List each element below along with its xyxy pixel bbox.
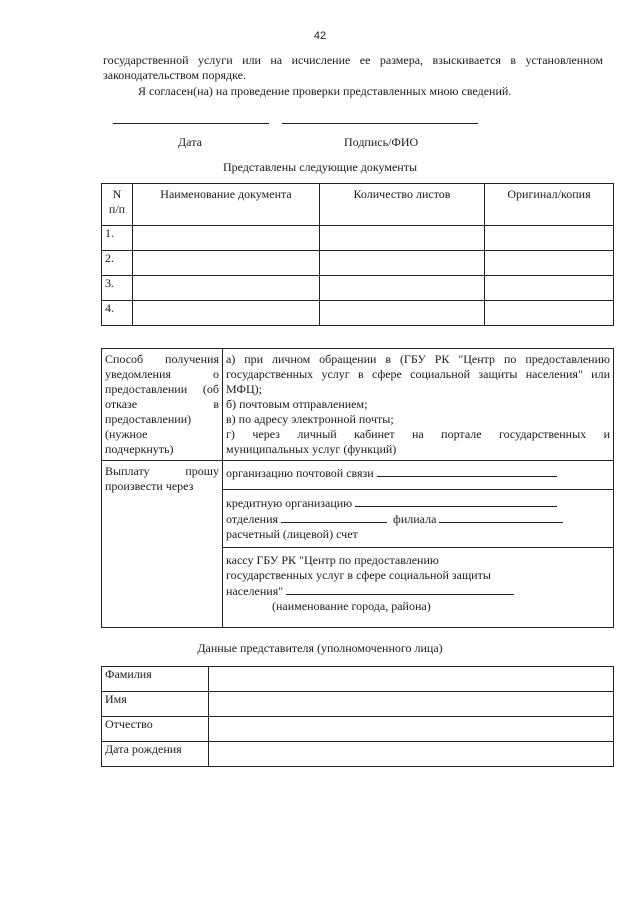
option-d-line2[interactable]: муниципальных услуг (функций) <box>226 442 397 456</box>
row-number: 3. <box>102 276 133 301</box>
credit-org-label: кредитную организацию <box>226 496 353 510</box>
branch-label: отделения <box>226 512 279 526</box>
date-label: Дата <box>178 135 202 149</box>
filial-label: филиала <box>393 512 437 526</box>
row-number: 4. <box>102 301 133 326</box>
notify-row <box>102 349 614 461</box>
intro-line-1: государственной услуги или на исчисление ее размера, взыскивается в установленном <box>103 53 603 67</box>
payment-label <box>102 461 223 628</box>
option-d-line1[interactable]: г) через личный кабинет на портале государственных и <box>226 427 610 441</box>
table-row <box>102 251 614 276</box>
notify-options <box>223 349 614 461</box>
cash-line-2: государственных услуг в сфере социальной защиты <box>226 568 491 582</box>
notify-label-line: (нужное <box>105 427 148 441</box>
col-num-header <box>102 184 133 226</box>
documents-table <box>101 183 614 326</box>
table-row <box>102 276 614 301</box>
cash-note: (наименование города, района) <box>272 599 431 613</box>
field-label: Фамилия <box>102 667 209 692</box>
cash-fill-line[interactable] <box>286 583 514 595</box>
original-cell[interactable] <box>485 226 614 251</box>
notification-payment-table <box>101 348 614 628</box>
option-b[interactable]: б) почтовым отправлением; <box>226 397 368 411</box>
col-num-pp: п/п <box>108 202 126 216</box>
payment-label-line: Выплату прошу <box>105 464 219 478</box>
filial-fill-line[interactable] <box>439 511 563 523</box>
row-number: 1. <box>102 226 133 251</box>
documents-heading: Представлены следующие документы <box>222 160 418 174</box>
notify-label <box>102 349 223 461</box>
notify-label-line: уведомления о <box>105 367 219 381</box>
doc-name-cell[interactable] <box>133 251 320 276</box>
cash-line-3: населения" <box>226 584 284 598</box>
page-number: 42 <box>313 30 327 42</box>
name-input[interactable] <box>209 692 614 717</box>
consent-text: Я согласен(на) на проведение проверки представленных мною сведений. <box>138 84 512 98</box>
doc-name-cell[interactable] <box>133 226 320 251</box>
post-label: организацию почтовой связи <box>226 466 374 480</box>
table-row <box>102 226 614 251</box>
documents-header-row <box>102 184 614 226</box>
col-num-n: N <box>112 187 122 201</box>
notify-label-line: Способ получения <box>105 352 219 366</box>
payment-cash-cell <box>223 548 614 628</box>
representative-heading: Данные представителя (уполномоченного лица) <box>197 641 443 655</box>
payment-post-cell <box>223 461 614 490</box>
option-c[interactable]: в) по адресу электронной почты; <box>226 412 394 426</box>
patronymic-input[interactable] <box>209 717 614 742</box>
field-label: Отчество <box>102 717 209 742</box>
field-label: Имя <box>102 692 209 717</box>
col-original-header: Оригинал/копия <box>485 184 614 226</box>
doc-name-cell[interactable] <box>133 301 320 326</box>
rep-row-surname <box>102 667 614 692</box>
signature-line[interactable] <box>282 123 478 124</box>
payment-post-row <box>102 461 614 490</box>
col-sheets-header: Количество листов <box>320 184 485 226</box>
surname-input[interactable] <box>209 667 614 692</box>
sheets-cell[interactable] <box>320 301 485 326</box>
col-doc-name-header: Наименование документа <box>133 184 320 226</box>
cash-line-1: кассу ГБУ РК "Центр по предоставлению <box>226 553 439 567</box>
option-a-line1[interactable]: а) при личном обращении в (ГБУ РК "Центр по предоставлению <box>226 352 610 366</box>
notify-label-line: предоставлении) <box>105 412 192 426</box>
option-a-line2[interactable]: государственных услуг в сфере социальной защиты населения" или <box>226 367 610 381</box>
option-a-line3[interactable]: МФЦ); <box>226 382 262 396</box>
account-label: расчетный (лицевой) счет <box>226 527 358 541</box>
rep-row-name <box>102 692 614 717</box>
sheets-cell[interactable] <box>320 276 485 301</box>
sheets-cell[interactable] <box>320 251 485 276</box>
credit-org-fill-line[interactable] <box>355 495 557 507</box>
signature-label: Подпись/ФИО <box>344 135 419 149</box>
birthdate-input[interactable] <box>209 742 614 767</box>
table-row <box>102 301 614 326</box>
payment-label-line: произвести через <box>105 479 194 493</box>
representative-table <box>101 666 614 767</box>
row-number: 2. <box>102 251 133 276</box>
post-fill-line[interactable] <box>377 465 557 477</box>
branch-fill-line[interactable] <box>281 511 387 523</box>
rep-row-patronymic <box>102 717 614 742</box>
intro-line-2: законодательством порядке. <box>103 68 246 82</box>
original-cell[interactable] <box>485 251 614 276</box>
notify-label-line: отказе в <box>105 397 219 411</box>
date-line[interactable] <box>113 123 269 124</box>
sheets-cell[interactable] <box>320 226 485 251</box>
payment-credit-cell <box>223 490 614 548</box>
doc-name-cell[interactable] <box>133 276 320 301</box>
original-cell[interactable] <box>485 276 614 301</box>
original-cell[interactable] <box>485 301 614 326</box>
field-label: Дата рождения <box>102 742 209 767</box>
notify-label-line: предоставлении (об <box>105 382 219 396</box>
rep-row-birthdate <box>102 742 614 767</box>
notify-label-line: подчеркнуть) <box>105 442 174 456</box>
